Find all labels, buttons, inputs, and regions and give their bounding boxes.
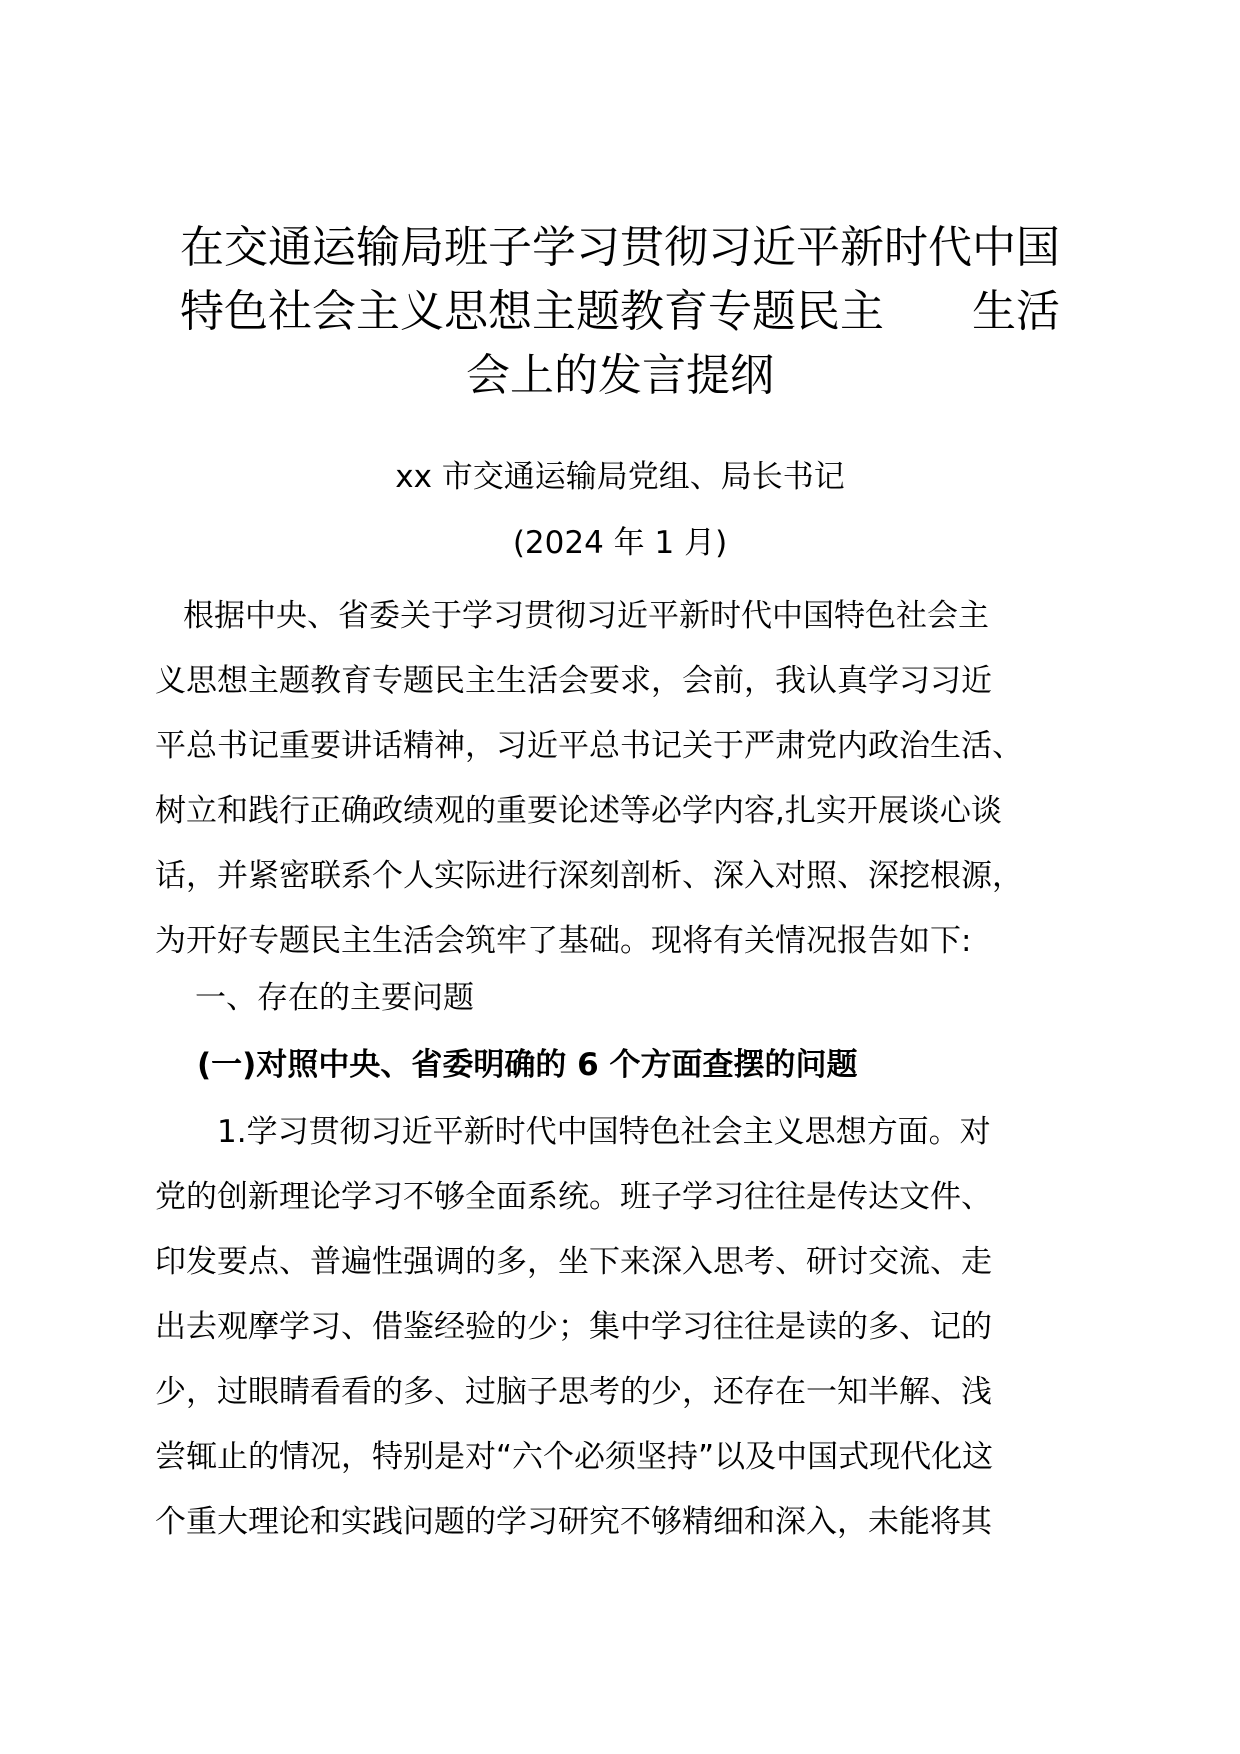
intro-paragraph [155,584,1115,974]
intro-line-4: 树立和践行正确政绩观的重要论述等必学内容,扎实开展谈心谈 [155,793,1002,829]
item1-line-6: 尝辄止的情况，特别是对“六个必须坚持”以及中国式现代化这 [155,1439,994,1475]
title-line-2: 特色社会主义思想主题教育专题民主 生活 [180,286,1060,337]
item1-line-2: 党的创新理论学习不够全面系统。班子学习往往是传达文件、 [155,1179,992,1215]
subsection-heading: (一)对照中央、省委明确的 6 个方面查摆的问题 [197,1047,858,1083]
intro-line-2: 义思想主题教育专题民主生活会要求，会前，我认真学习习近 [155,663,992,699]
author-line: xx 市交通运输局党组、局长书记 [395,459,845,495]
date-line: (2024 年 1 月) [512,525,728,561]
title-line-3: 会上的发言提纲 [466,350,774,401]
intro-line-3: 平总书记重要讲话精神，习近平总书记关于严肃党内政治生活、 [155,728,1023,764]
item1-line-1: 1.学习贯彻习近平新时代中国特色社会主义思想方面。对 [217,1114,991,1150]
item1-line-7: 个重大理论和实践问题的学习研究不够精细和深入，未能将其 [155,1504,992,1540]
item1-paragraph [155,1100,1115,1555]
intro-line-6: 为开好专题民主生活会筑牢了基础。现将有关情况报告如下: [155,923,972,959]
section-heading: 一、存在的主要问题 [195,980,474,1016]
intro-line-5: 话，并紧密联系个人实际进行深刻剖析、深入对照、深挖根源， [155,858,1023,894]
item1-line-3: 印发要点、普遍性强调的多，坐下来深入思考、研讨交流、走 [155,1244,992,1280]
item1-line-5: 少，过眼睛看看的多、过脑子思考的少，还存在一知半解、浅 [155,1374,992,1410]
item1-line-4: 出去观摩学习、借鉴经验的少；集中学习往往是读的多、记的 [155,1309,992,1345]
intro-line-1: 根据中央、省委关于学习贯彻习近平新时代中国特色社会主 [183,598,989,634]
document-title [140,216,1100,408]
title-line-1: 在交通运输局班子学习贯彻习近平新时代中国 [180,222,1060,273]
